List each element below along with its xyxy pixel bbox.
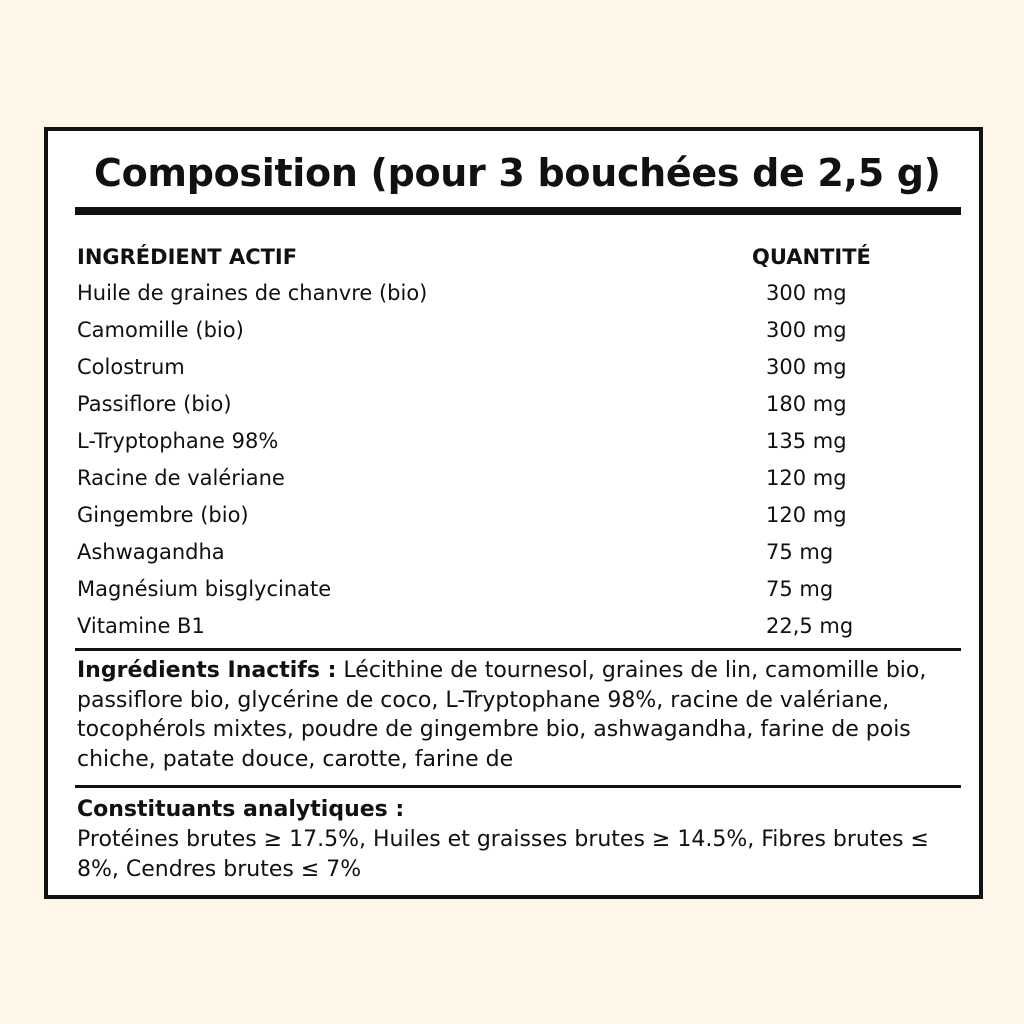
section-divider	[75, 785, 961, 788]
ingredient-quantity: 75 mg	[766, 577, 834, 601]
page-title: Composition (pour 3 bouchées de 2,5 g)	[94, 151, 941, 195]
inactive-ingredients-text: Lécithine de tournesol, graines de lin, camomille bio, passiflore bio, glycérine de coco, L-Tryptophane 98%, racine de valériane, tocophérols mixtes, poudre de gingembre bio, ashwagandha, farine de pois chiche, patate douce, carotte, farine de	[77, 658, 927, 772]
ingredient-quantity: 300 mg	[766, 318, 847, 342]
table-row	[75, 460, 961, 497]
table-header	[75, 239, 961, 276]
inactive-ingredients-label: Ingrédients Inactifs :	[77, 658, 337, 683]
ingredient-name: Camomille (bio)	[77, 318, 244, 342]
ingredient-quantity: 300 mg	[766, 355, 847, 379]
analytical-constituents-label: Constituants analytiques :	[77, 797, 405, 822]
table-row	[75, 386, 961, 423]
ingredient-quantity: 75 mg	[766, 540, 834, 564]
ingredient-quantity: 22,5 mg	[766, 614, 854, 638]
table-row	[75, 534, 961, 571]
analytical-constituents-text: Protéines brutes ≥ 17.5%, Huiles et graisses brutes ≥ 14.5%, Fibres brutes ≤ 8%, Cendres brutes ≤ 7%	[77, 827, 929, 882]
composition-panel	[44, 127, 983, 899]
ingredient-quantity: 120 mg	[766, 466, 847, 490]
table-row	[75, 275, 961, 312]
column-header-quantity: QUANTITÉ	[752, 245, 871, 269]
ingredient-name: Racine de valériane	[77, 466, 285, 490]
table-row	[75, 608, 961, 645]
ingredient-name: Vitamine B1	[77, 614, 205, 638]
table-row	[75, 423, 961, 460]
table-row	[75, 497, 961, 534]
section-divider	[75, 648, 961, 651]
column-header-ingredient: INGRÉDIENT ACTIF	[77, 245, 298, 269]
table-row	[75, 571, 961, 608]
ingredient-quantity: 180 mg	[766, 392, 847, 416]
table-row	[75, 312, 961, 349]
title-divider	[75, 207, 961, 215]
ingredient-name: Gingembre (bio)	[77, 503, 249, 527]
inactive-ingredients	[77, 656, 957, 774]
ingredient-name: Passiflore (bio)	[77, 392, 232, 416]
analytical-constituents	[77, 795, 957, 885]
ingredient-quantity: 300 mg	[766, 281, 847, 305]
ingredient-name: L-Tryptophane 98%	[77, 429, 279, 453]
ingredient-name: Ashwagandha	[77, 540, 225, 564]
ingredient-name: Magnésium bisglycinate	[77, 577, 332, 601]
ingredient-name: Colostrum	[77, 355, 185, 379]
table-row	[75, 349, 961, 386]
ingredient-quantity: 135 mg	[766, 429, 847, 453]
ingredient-name: Huile de graines de chanvre (bio)	[77, 281, 428, 305]
ingredient-quantity: 120 mg	[766, 503, 847, 527]
